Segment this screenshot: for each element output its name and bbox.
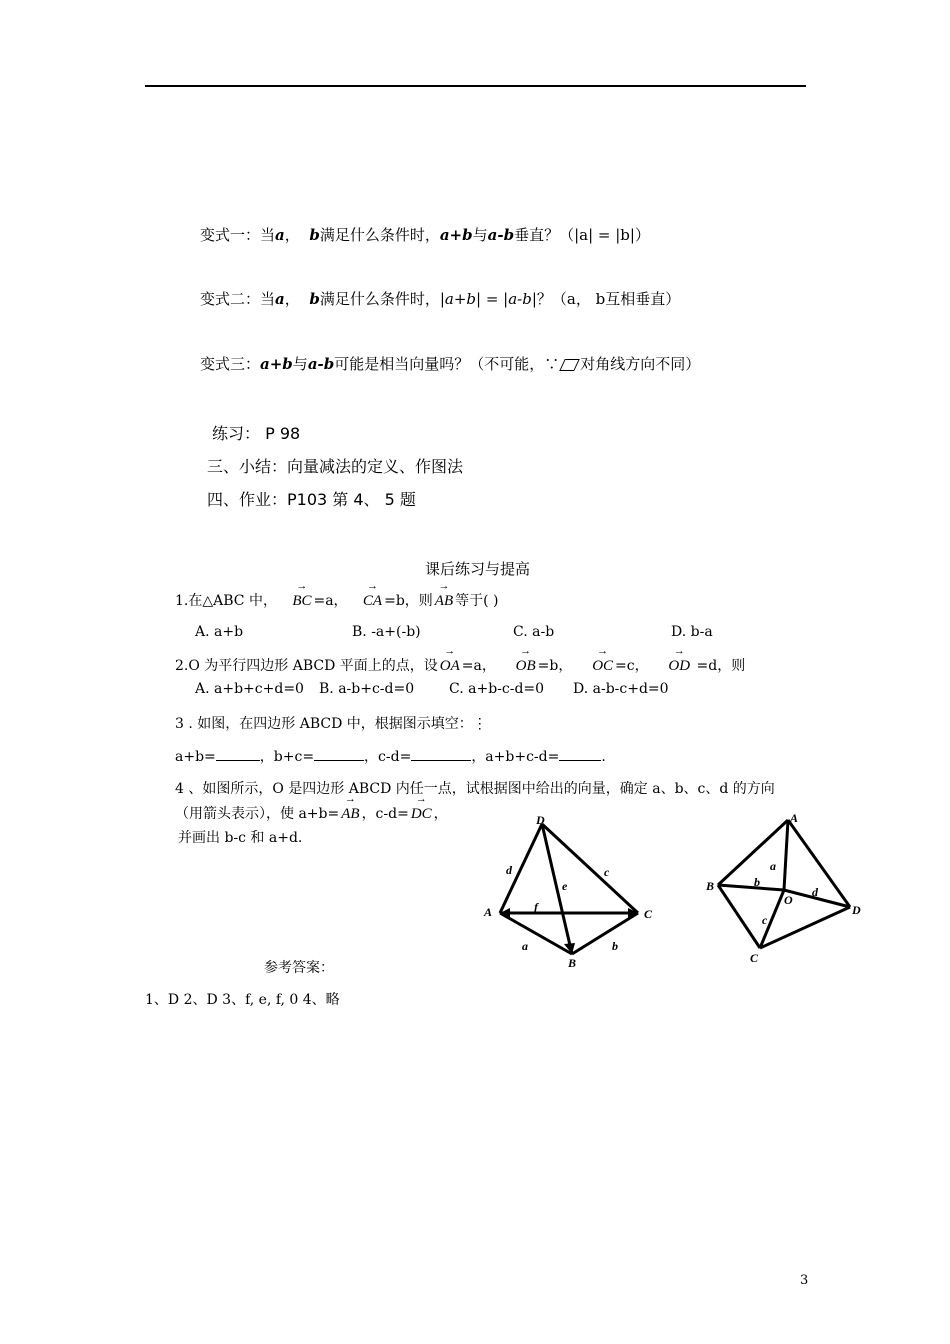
- variant-2: 变式二：当a， b满足什么条件时，|a+b| = |a-b|？（a， b互相垂直）: [200, 290, 681, 308]
- fig2-label-B: B: [706, 879, 715, 893]
- page-number: 3: [800, 1273, 809, 1288]
- fig1-label-d: d: [506, 863, 512, 877]
- fig2-label-C: C: [750, 951, 759, 965]
- fig1-label-A: A: [484, 905, 493, 919]
- variant-1: 变式一：当a， b满足什么条件时，a+b与a-b垂直？（|a| = |b|）: [200, 226, 650, 244]
- fig2-label-a: a: [770, 859, 776, 873]
- question-2: 2.O 为平行四边形 ABCD 平面上的点，设→ OA =a， → OB =b， → OC =c， → OD =d，则: [175, 655, 745, 675]
- fig2-label-b: b: [754, 875, 760, 889]
- fig1-label-C: C: [644, 907, 653, 921]
- q1-option-a: A. a+b: [195, 624, 244, 640]
- parallelogram-icon: [559, 359, 580, 371]
- fig1-label-a: a: [522, 939, 528, 953]
- question-4-line-2: （用箭头表示），使 a+b=→ AB ，c-d=→ DC ，: [175, 803, 448, 823]
- answers-title: 参考答案：: [264, 960, 334, 976]
- fig2-label-D: D: [852, 903, 861, 917]
- q2-option-a: A. a+b+c+d=0: [195, 681, 304, 697]
- exercise-title: 课后练习与提高: [425, 560, 531, 578]
- question-3-blanks: a+b= ，b+c= ，c-d= ，a+b+c-d= .: [175, 746, 606, 766]
- q2-option-c: C. a+b-c-d=0: [449, 681, 545, 697]
- header-rule: [145, 85, 806, 87]
- fig2-label-d: d: [812, 885, 818, 899]
- fig1-label-f: f: [534, 900, 538, 914]
- question-4-line-1: 4 、如图所示，O 是四边形 ABCD 内任一点，试根据图中给出的向量，确定 a、b、c、d 的方向: [175, 781, 775, 797]
- fig1-label-c: c: [604, 865, 610, 879]
- blank-2[interactable]: [314, 746, 364, 761]
- answers-line: 1、D 2、D 3、f, e, f, 0 4、略: [145, 992, 340, 1008]
- q1-option-d: D. b-a: [671, 624, 713, 640]
- q2-option-d: D. a-b-c+d=0: [573, 681, 669, 697]
- fig1-label-D: D: [536, 813, 545, 827]
- fig1-label-e: e: [562, 879, 568, 893]
- q1-option-c: C. a-b: [513, 624, 555, 640]
- fig2-label-A: A: [790, 811, 799, 825]
- blank-1[interactable]: [216, 746, 260, 761]
- q1-option-b: B. -a+(-b): [352, 624, 421, 640]
- figure-2-quadrilateral: [700, 808, 870, 968]
- question-3: 3 . 如图，在四边形 ABCD 中，根据图示填空：⋮: [175, 716, 487, 732]
- summary-line: 三、小结：向量减法的定义、作图法: [207, 457, 464, 476]
- variant-3: 变式三：a+b与a-b可能是相当向量吗？（不可能，∵ 对角线方向不同）: [200, 355, 701, 373]
- q2-option-b: B. a-b+c-d=0: [319, 681, 415, 697]
- fig1-label-B: B: [568, 956, 577, 970]
- blank-3[interactable]: [411, 746, 471, 761]
- question-4-line-3: 并画出 b-c 和 a+d.: [178, 830, 303, 846]
- fig2-label-c: c: [762, 913, 768, 927]
- fig2-label-O: O: [784, 893, 793, 907]
- figure-1-quadrilateral: [478, 812, 668, 972]
- practice-line: 练习： P 98: [212, 424, 301, 443]
- fig1-label-b: b: [612, 939, 618, 953]
- homework-line: 四、作业：P103 第 4、 5 题: [207, 490, 416, 509]
- question-1: 1.在△ABC 中， → BC =a， → CA =b，则→ AB 等于( ): [175, 590, 499, 610]
- blank-4[interactable]: [559, 746, 601, 761]
